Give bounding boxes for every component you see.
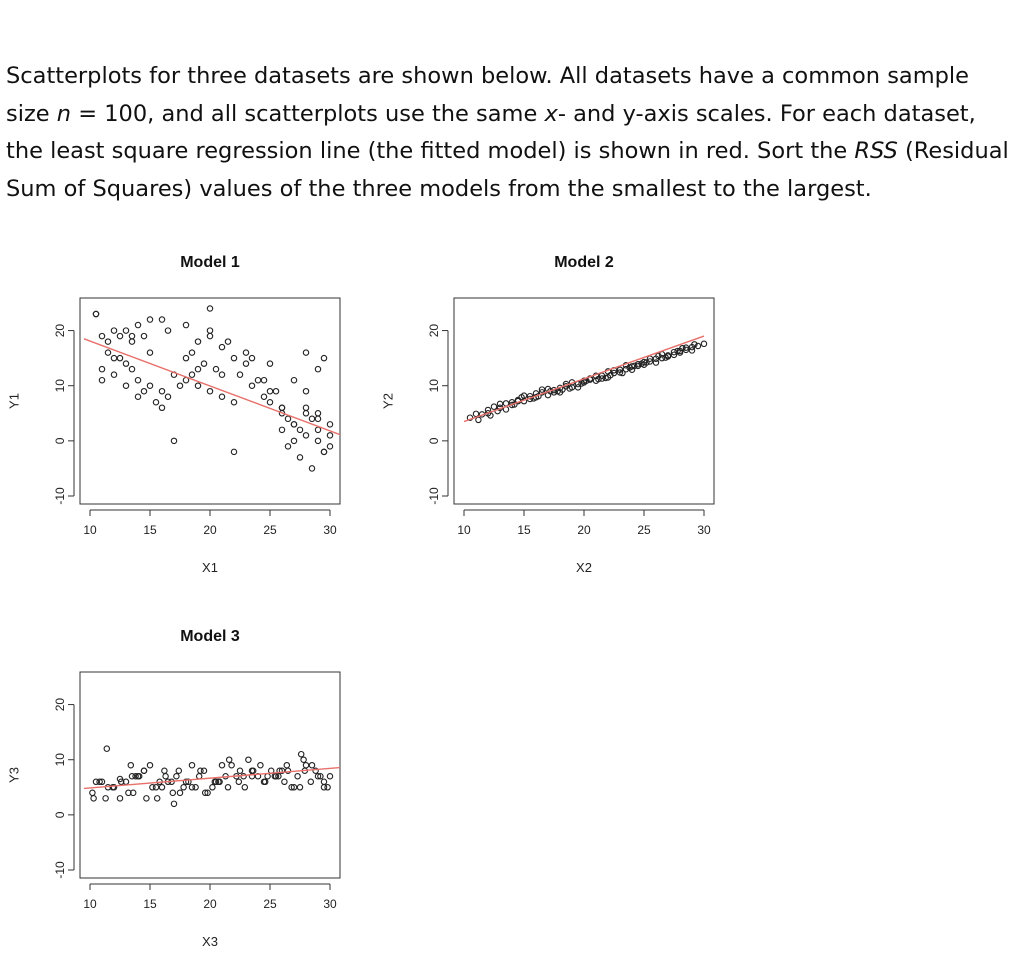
data-point xyxy=(291,438,296,443)
data-point xyxy=(147,763,152,768)
data-point xyxy=(183,355,188,360)
data-point xyxy=(129,366,134,371)
data-point xyxy=(159,405,164,410)
scatterplot-model-2 xyxy=(374,240,734,590)
y-tick-label: 0 xyxy=(427,437,441,445)
data-point xyxy=(255,378,260,383)
question-x: x xyxy=(544,100,558,127)
data-point xyxy=(303,389,308,394)
scatterplot-model-1 xyxy=(0,240,360,590)
data-point xyxy=(303,350,308,355)
data-point xyxy=(93,779,98,784)
data-point xyxy=(309,466,314,471)
y-tick-label: 10 xyxy=(427,379,441,393)
data-point xyxy=(297,785,302,790)
data-point xyxy=(219,372,224,377)
data-point xyxy=(141,333,146,338)
y-axis-label: Y2 xyxy=(380,393,396,409)
data-point xyxy=(176,768,181,773)
data-point xyxy=(189,372,194,377)
data-point xyxy=(303,433,308,438)
y-tick-label: 0 xyxy=(53,437,67,445)
data-point xyxy=(321,779,326,784)
y-tick-label: -10 xyxy=(53,861,67,879)
question-part-4: (Residual Sum of Squares) values of the three models from the smallest to the largest. xyxy=(6,138,1009,202)
data-point xyxy=(195,339,200,344)
data-point xyxy=(144,796,149,801)
data-point xyxy=(497,401,502,406)
data-point xyxy=(210,785,215,790)
data-point xyxy=(285,444,290,449)
data-point xyxy=(303,405,308,410)
data-point xyxy=(315,411,320,416)
data-point xyxy=(213,366,218,371)
data-point xyxy=(315,416,320,421)
data-point xyxy=(284,763,289,768)
data-point xyxy=(315,366,320,371)
question-part-3: - and y-axis scales. For each dataset, the least square regression line (the fitted model) is shown in red. Sort the xyxy=(6,100,976,164)
data-point xyxy=(117,333,122,338)
x-tick-label: 20 xyxy=(203,897,217,911)
data-point xyxy=(104,746,109,751)
x-tick-label: 25 xyxy=(263,897,277,911)
data-point xyxy=(321,449,326,454)
data-point xyxy=(99,333,104,338)
data-point xyxy=(231,449,236,454)
x-tick-label: 10 xyxy=(83,897,97,911)
data-point xyxy=(327,444,332,449)
x-tick-label: 30 xyxy=(323,523,337,537)
data-point xyxy=(207,306,212,311)
data-point xyxy=(207,328,212,333)
plot-frame xyxy=(80,672,340,878)
data-point xyxy=(135,394,140,399)
data-point xyxy=(279,427,284,432)
x-tick-label: 15 xyxy=(143,523,157,537)
data-point xyxy=(315,438,320,443)
question-part-1: Scatterplots for three datasets are shown below. All datasets have a common sample size xyxy=(6,63,970,127)
data-point xyxy=(197,774,202,779)
data-point xyxy=(147,317,152,322)
data-point xyxy=(159,317,164,322)
y-tick-label: -10 xyxy=(427,487,441,505)
data-point xyxy=(243,350,248,355)
data-point xyxy=(297,427,302,432)
data-point xyxy=(155,796,160,801)
x-tick-label: 15 xyxy=(143,897,157,911)
data-point xyxy=(117,355,122,360)
data-point xyxy=(105,350,110,355)
data-layer xyxy=(84,306,342,471)
y-axis-label: Y1 xyxy=(6,393,22,409)
y-tick-label: 20 xyxy=(427,323,441,338)
data-point xyxy=(242,785,247,790)
data-point xyxy=(327,422,332,427)
data-point xyxy=(476,417,481,422)
x-tick-label: 30 xyxy=(323,897,337,911)
data-point xyxy=(177,790,182,795)
data-point xyxy=(198,768,203,773)
data-point xyxy=(123,383,128,388)
data-point xyxy=(193,785,198,790)
y-tick-label: 10 xyxy=(53,379,67,393)
data-point xyxy=(99,378,104,383)
data-point xyxy=(189,350,194,355)
data-point xyxy=(473,411,478,416)
data-point xyxy=(267,389,272,394)
y-tick-label: -10 xyxy=(53,487,67,505)
data-point xyxy=(701,341,706,346)
data-point xyxy=(265,774,270,779)
data-point xyxy=(285,416,290,421)
data-point xyxy=(299,752,304,757)
data-point xyxy=(207,389,212,394)
question-rss: RSS xyxy=(854,138,898,164)
data-point xyxy=(229,763,234,768)
chart-title: Model 3 xyxy=(180,628,240,645)
data-point xyxy=(295,774,300,779)
data-point xyxy=(153,400,158,405)
x-tick-label: 30 xyxy=(697,523,711,537)
data-point xyxy=(267,361,272,366)
data-point xyxy=(128,763,133,768)
data-point xyxy=(225,339,230,344)
data-point xyxy=(163,774,168,779)
x-axis-label: X3 xyxy=(202,934,218,949)
question-part-2: = 100, and all scatterplots use the same xyxy=(71,100,545,127)
data-point xyxy=(99,366,104,371)
data-point xyxy=(315,427,320,432)
data-point xyxy=(105,339,110,344)
data-point xyxy=(291,422,296,427)
y-tick-label: 20 xyxy=(53,697,67,712)
data-point xyxy=(279,405,284,410)
data-point xyxy=(227,757,232,762)
data-point xyxy=(219,394,224,399)
data-point xyxy=(162,768,167,773)
data-point xyxy=(309,763,314,768)
data-point xyxy=(303,763,308,768)
data-point xyxy=(177,383,182,388)
data-point xyxy=(282,779,287,784)
data-layer xyxy=(84,746,342,807)
data-point xyxy=(147,350,152,355)
data-point xyxy=(111,328,116,333)
data-point xyxy=(171,801,176,806)
data-point xyxy=(273,389,278,394)
data-point xyxy=(267,400,272,405)
data-point xyxy=(93,311,98,316)
data-point xyxy=(258,763,263,768)
data-point xyxy=(141,768,146,773)
chart-title: Model 1 xyxy=(180,254,240,271)
data-point xyxy=(231,400,236,405)
data-point xyxy=(90,790,95,795)
data-point xyxy=(246,757,251,762)
data-point xyxy=(159,389,164,394)
regression-line xyxy=(464,336,704,421)
y-tick-label: 10 xyxy=(53,753,67,767)
data-point xyxy=(243,361,248,366)
y-tick-label: 20 xyxy=(53,323,67,338)
data-point xyxy=(147,383,152,388)
data-point xyxy=(236,779,241,784)
data-point xyxy=(207,333,212,338)
data-point xyxy=(321,355,326,360)
data-point xyxy=(308,779,313,784)
x-tick-label: 10 xyxy=(83,523,97,537)
chart-title: Model 2 xyxy=(554,254,614,271)
data-point xyxy=(195,383,200,388)
data-point xyxy=(249,355,254,360)
data-point xyxy=(174,774,179,779)
data-point xyxy=(201,361,206,366)
data-point xyxy=(123,328,128,333)
data-point xyxy=(103,796,108,801)
data-point xyxy=(219,763,224,768)
data-point xyxy=(195,366,200,371)
data-point xyxy=(170,790,175,795)
data-point xyxy=(165,328,170,333)
data-point xyxy=(111,372,116,377)
data-point xyxy=(219,344,224,349)
scatterplot-model-3 xyxy=(0,614,360,964)
data-point xyxy=(91,796,96,801)
y-tick-label: 0 xyxy=(53,811,67,819)
y-axis-label: Y3 xyxy=(6,767,22,783)
data-point xyxy=(261,394,266,399)
data-point xyxy=(225,785,230,790)
x-axis-label: X1 xyxy=(202,560,218,575)
data-point xyxy=(325,785,330,790)
x-tick-label: 10 xyxy=(457,523,471,537)
data-point xyxy=(181,785,186,790)
x-axis-label: X2 xyxy=(576,560,592,575)
x-tick-label: 20 xyxy=(577,523,591,537)
data-point xyxy=(237,372,242,377)
data-point xyxy=(291,378,296,383)
data-point xyxy=(159,785,164,790)
x-tick-label: 15 xyxy=(517,523,531,537)
question-text xyxy=(6,58,1018,208)
x-tick-label: 25 xyxy=(637,523,651,537)
data-point xyxy=(261,378,266,383)
data-point xyxy=(141,389,146,394)
data-point xyxy=(123,361,128,366)
data-point xyxy=(327,774,332,779)
data-point xyxy=(171,438,176,443)
data-point xyxy=(165,394,170,399)
plot-frame xyxy=(454,298,714,504)
data-point xyxy=(135,378,140,383)
data-point xyxy=(297,455,302,460)
question-n: n xyxy=(56,100,72,127)
data-point xyxy=(237,768,242,773)
data-point xyxy=(189,763,194,768)
data-point xyxy=(301,757,306,762)
data-point xyxy=(231,355,236,360)
data-point xyxy=(309,416,314,421)
data-layer xyxy=(464,336,707,423)
data-point xyxy=(117,796,122,801)
plot-frame xyxy=(80,298,340,504)
data-point xyxy=(129,333,134,338)
x-tick-label: 25 xyxy=(263,523,277,537)
data-point xyxy=(153,785,158,790)
x-tick-label: 20 xyxy=(203,523,217,537)
data-point xyxy=(327,433,332,438)
data-point xyxy=(249,383,254,388)
data-point xyxy=(129,339,134,344)
data-point xyxy=(303,411,308,416)
data-point xyxy=(135,322,140,327)
data-point xyxy=(183,322,188,327)
data-point xyxy=(111,355,116,360)
